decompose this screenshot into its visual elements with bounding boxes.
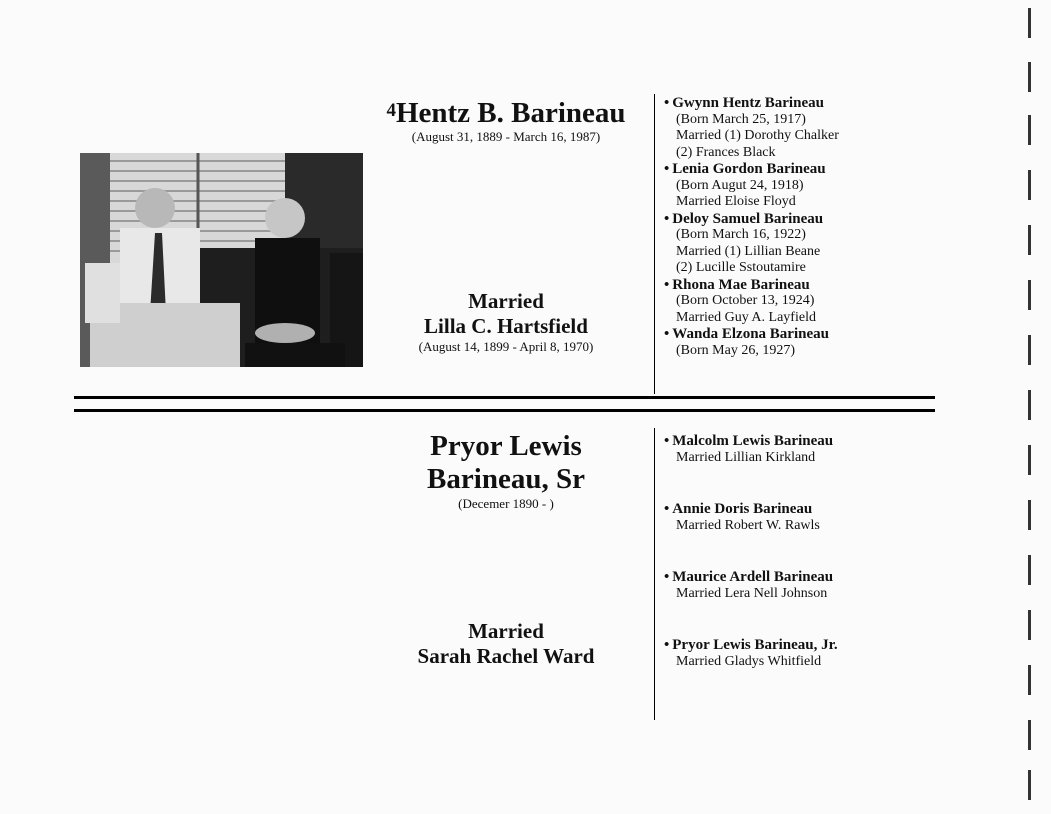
binding-mark [1028, 445, 1031, 475]
child-name: Gwynn Hentz Barineau [672, 95, 824, 111]
child-detail: (2) Lucille Sstoutamire [676, 260, 806, 275]
binding-mark [1028, 335, 1031, 365]
child-detail: Married Guy A. Layfield [676, 309, 816, 325]
child-name: Malcolm Lewis Barineau [672, 433, 834, 449]
family2-head-dates: (Decemer 1890 - ) [458, 496, 554, 511]
section-divider-top [74, 396, 935, 399]
family1-married-label: Married [468, 289, 544, 313]
binding-mark [1028, 500, 1031, 530]
list-item [664, 637, 934, 670]
bullet-icon: • [664, 95, 670, 111]
child-name: Wanda Elzona Barineau [672, 326, 829, 342]
generation-marker: 4 [386, 100, 396, 121]
child-detail: Married Eloise Floyd [676, 194, 796, 209]
child-detail: (Born March 25, 1917) [676, 111, 806, 127]
bullet-icon: • [664, 210, 670, 227]
child-detail: (2) Frances Black [676, 144, 776, 160]
binding-mark [1028, 770, 1031, 800]
section-divider-bottom [74, 409, 935, 412]
family1-spouse-name: Lilla C. Hartsfield [424, 314, 588, 338]
child-name: Maurice Ardell Barineau [672, 569, 834, 585]
binding-mark [1028, 720, 1031, 750]
bullet-icon: • [664, 433, 670, 449]
binding-mark [1028, 390, 1031, 420]
family2-head-name-line2: Barineau, Sr [427, 463, 585, 495]
child-detail: Married (1) Dorothy Chalker [676, 128, 839, 143]
family1-head-name: $^4$Hentz B. Barineau [386, 97, 626, 129]
family2-head [368, 430, 644, 512]
child-detail: Married (1) Lillian Beane [676, 243, 821, 259]
family1-head [368, 95, 644, 145]
family2-head-name-line1: Pryor Lewis [430, 430, 582, 462]
child-detail: Married Robert W. Rawls [676, 517, 820, 533]
child-detail: (Born Augut 24, 1918) [676, 177, 804, 193]
family2-children-list [664, 433, 934, 670]
binding-mark [1028, 8, 1031, 38]
family2-married-label: Married [468, 619, 544, 643]
list-item [664, 95, 934, 161]
list-item [664, 211, 934, 277]
child-detail: (Born October 13, 1924) [676, 293, 815, 308]
family2-spouse [368, 619, 644, 669]
child-name: Pryor Lewis Barineau, Jr. [672, 637, 838, 653]
family2-column-divider [654, 428, 655, 720]
binding-mark [1028, 665, 1031, 695]
list-item [664, 326, 934, 359]
binding-mark [1028, 610, 1031, 640]
list-item [664, 501, 934, 569]
binding-mark [1028, 115, 1031, 145]
binding-mark [1028, 170, 1031, 200]
family1-column-divider [654, 94, 655, 394]
binding-mark [1028, 555, 1031, 585]
bullet-icon: • [664, 276, 670, 293]
child-detail: Married Lillian Kirkland [676, 449, 816, 465]
child-detail: (Born March 16, 1922) [676, 227, 806, 242]
child-name: Deloy Samuel Barineau [672, 210, 824, 227]
child-name: Annie Doris Barineau [672, 501, 813, 517]
list-item [664, 569, 934, 637]
family1-head-dates: (August 31, 1889 - March 16, 1987) [411, 129, 601, 144]
bullet-icon: • [664, 569, 670, 585]
family1-spouse [368, 289, 644, 355]
list-item [664, 433, 934, 501]
binding-mark [1028, 225, 1031, 255]
child-name: Lenia Gordon Barineau [672, 161, 826, 177]
bullet-icon: • [664, 501, 670, 517]
child-detail: (Born May 26, 1927) [676, 342, 795, 358]
binding-mark [1028, 280, 1031, 310]
family2-spouse-name: Sarah Rachel Ward [417, 644, 595, 668]
list-item [664, 161, 934, 211]
bullet-icon: • [664, 326, 670, 342]
family1-children-list [664, 95, 934, 359]
child-detail: Married Lera Nell Johnson [676, 585, 828, 601]
family1-spouse-dates: (August 14, 1899 - April 8, 1970) [418, 339, 594, 354]
child-detail: Married Gladys Whitfield [676, 653, 822, 669]
bullet-icon: • [664, 637, 670, 653]
binding-mark [1028, 62, 1031, 92]
couple-photo [80, 153, 363, 367]
list-item [664, 277, 934, 327]
bullet-icon: • [664, 161, 670, 177]
child-name: Rhona Mae Barineau [672, 276, 810, 293]
